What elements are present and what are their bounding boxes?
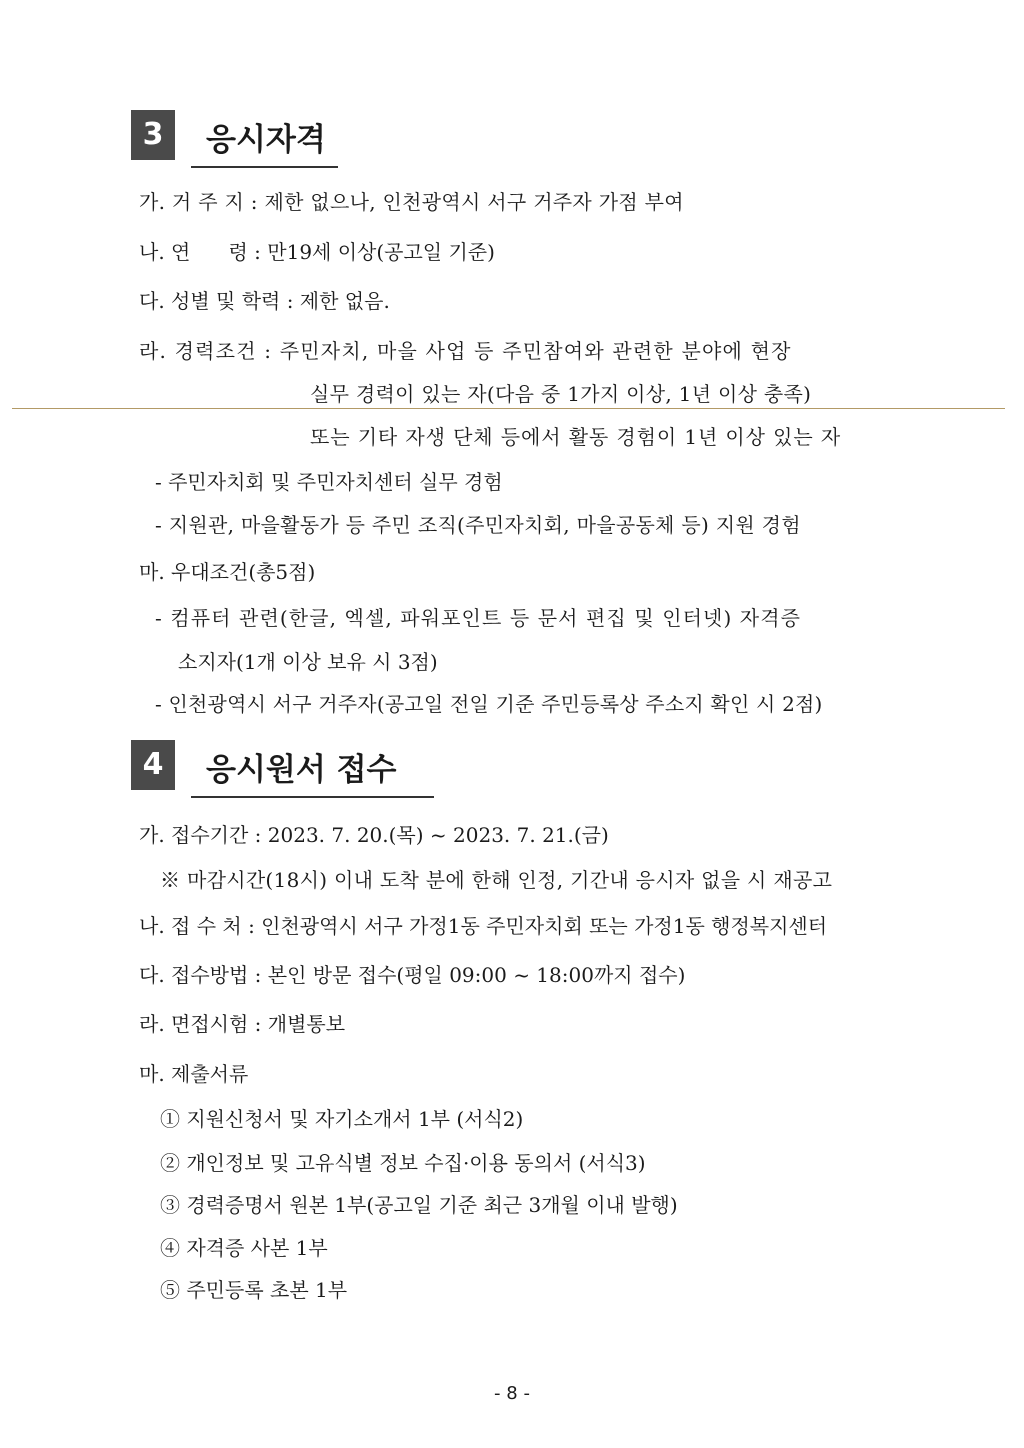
preference-conditions: 마. 우대조건(총5점)	[139, 560, 316, 584]
qualification-experience-cont-2: 또는 기타 자생 단체 등에서 활동 경험이 1년 이상 있는 자	[310, 425, 842, 449]
page-number: - 8 -	[494, 1383, 530, 1404]
qualification-residence: 가. 거 주 지 : 제한 없으나, 인천광역시 서구 거주자 가점 부여	[139, 190, 684, 214]
qualification-experience-cont-1: 실무 경력이 있는 자(다음 중 1가지 이상, 1년 이상 충족)	[310, 382, 812, 406]
preference-item-2: - 인천광역시 서구 거주자(공고일 전일 기준 주민등록상 주소지 확인 시 2점)	[155, 692, 823, 716]
qualification-experience: 라. 경력조건 : 주민자치, 마을 사업 등 주민참여와 관련한 분야에 현장	[139, 339, 792, 363]
document-item-2: ② 개인정보 및 고유식별 정보 수집·이용 동의서 (서식3)	[160, 1151, 646, 1175]
document-item-4: ④ 자격증 사본 1부	[160, 1236, 328, 1260]
experience-item-1: - 주민자치회 및 주민자치센터 실무 경험	[155, 470, 503, 494]
document-item-3: ③ 경력증명서 원본 1부(공고일 기준 최근 3개월 이내 발행)	[160, 1193, 678, 1217]
section-number-badge: 4	[131, 740, 175, 790]
required-documents: 마. 제출서류	[139, 1062, 249, 1086]
preference-item-1-cont: 소지자(1개 이상 보유 시 3점)	[178, 650, 438, 674]
title-underline	[191, 166, 338, 168]
title-underline	[191, 796, 434, 798]
application-period: 가. 접수기간 : 2023. 7. 20.(목) ~ 2023. 7. 21.(금)	[139, 823, 609, 847]
qualification-age: 나. 연 령 : 만19세 이상(공고일 기준)	[139, 240, 495, 264]
interview: 라. 면접시험 : 개별통보	[139, 1012, 346, 1036]
section-number-badge: 3	[131, 110, 175, 160]
section-title: 응시원서 접수	[206, 752, 397, 788]
document-item-1: ① 지원신청서 및 자기소개서 1부 (서식2)	[160, 1107, 524, 1131]
section-4-heading	[131, 740, 451, 802]
experience-item-2: - 지원관, 마을활동가 등 주민 조직(주민자치회, 마을공동체 등) 지원 경험	[155, 513, 801, 537]
page-divider-line	[12, 408, 1005, 409]
preference-item-1: - 컴퓨터 관련(한글, 엑셀, 파워포인트 등 문서 편집 및 인터넷) 자격증	[155, 606, 802, 630]
application-place: 나. 접 수 처 : 인천광역시 서구 가정1동 주민자치회 또는 가정1동 행정복지센터	[139, 914, 828, 938]
deadline-note: ※ 마감시간(18시) 이내 도착 분에 한해 인정, 기간내 응시자 없을 시 재공고	[160, 868, 833, 892]
qualification-gender-education: 다. 성별 및 학력 : 제한 없음.	[139, 289, 390, 313]
section-3-heading	[131, 110, 451, 172]
section-title: 응시자격	[206, 122, 326, 158]
application-method: 다. 접수방법 : 본인 방문 접수(평일 09:00 ~ 18:00까지 접수)	[139, 963, 686, 987]
document-item-5: ⑤ 주민등록 초본 1부	[160, 1278, 348, 1302]
